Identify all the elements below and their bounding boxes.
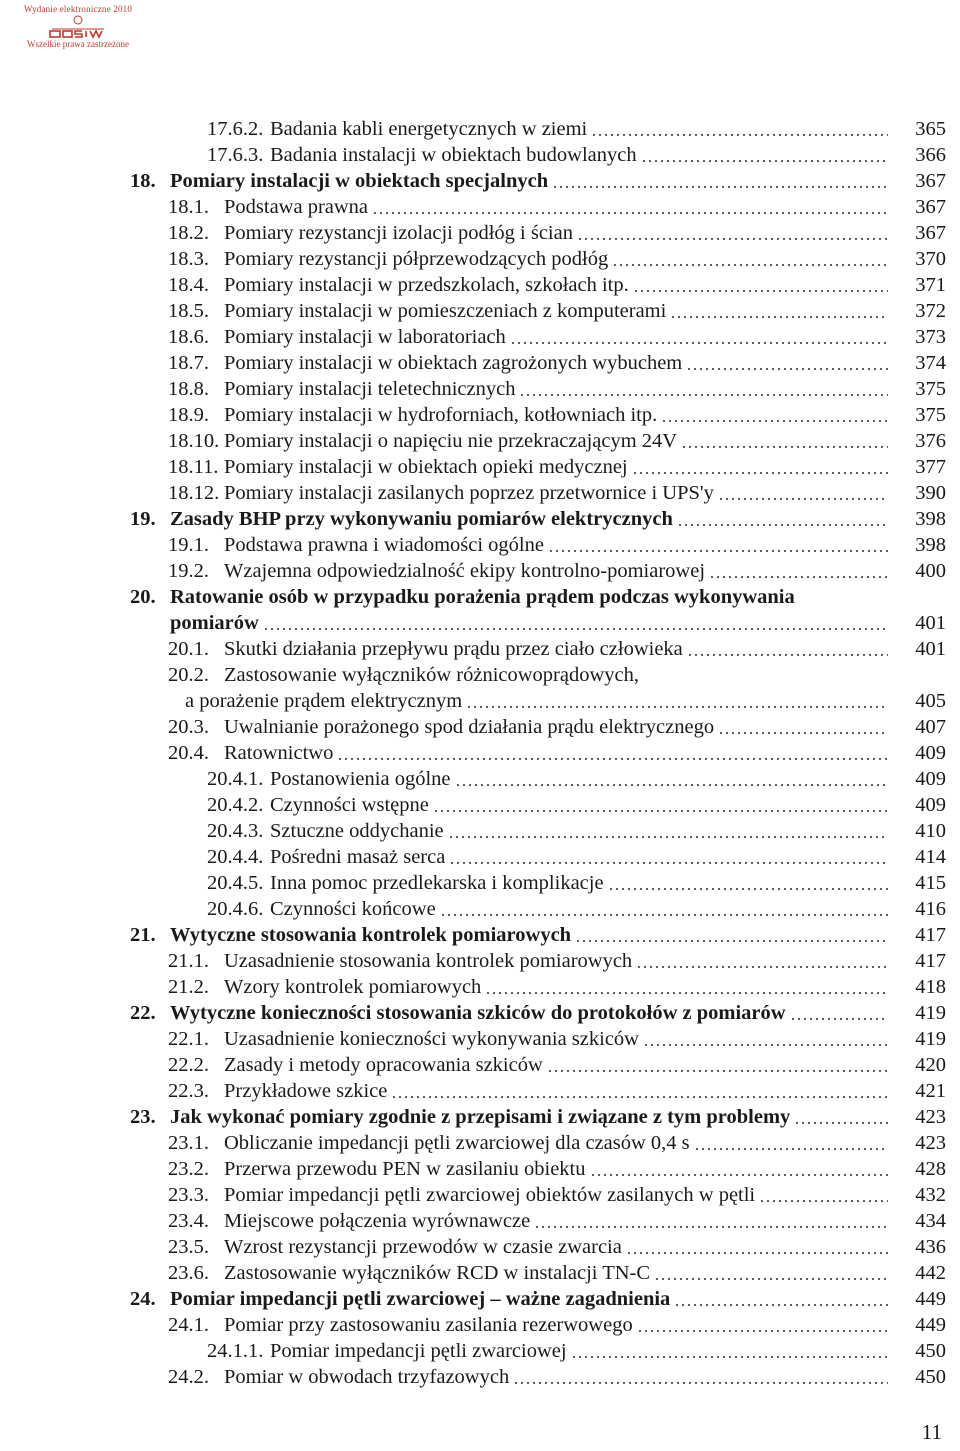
toc-entry-page: 409 [915,768,946,790]
toc-leader-dots [448,818,888,844]
toc-leader-dots [674,1286,888,1312]
toc-entry-number: 20.1. [168,638,209,660]
toc-entry-page: 400 [915,560,946,582]
toc-entry [0,1104,960,1130]
toc-entry-title: Pomiar w obwodach trzyfazowych [224,1366,510,1388]
toc-entry-title: Miejscowe połączenia wyrównawcze [224,1210,531,1232]
toc-entry-number: 20.4.3. [207,820,264,842]
toc-entry-page: 415 [915,872,946,894]
toc-leader-dots [591,116,888,142]
publisher-logo-graphic [38,15,118,39]
toc-entry [0,272,960,298]
toc-entry-label [207,818,444,844]
toc-entry-number: 22.2. [168,1054,209,1076]
toc-entry-title: Pomiary instalacji zasilanych poprzez przetwornice i UPS'y [224,482,714,504]
toc-leader-dots [466,688,888,714]
toc-entry-label [168,220,573,246]
toc-entry-title: Przerwa przewodu PEN w zasilaniu obiektu [224,1158,586,1180]
toc-entry [0,1000,960,1026]
toc-entry-number: 21. [130,924,156,946]
toc-entry-number: 18.2. [168,222,209,244]
toc-entry [0,454,960,480]
toc-entry [0,974,960,1000]
toc-leader-dots [577,220,888,246]
toc-entry-label [168,402,657,428]
toc-entry-number: 20.4.1. [207,768,264,790]
toc-entry-page: 419 [915,1028,946,1050]
toc-entry-number: 18.11. [168,456,219,478]
toc-entry-page: 398 [915,508,946,530]
toc-entry-title: Pomiary instalacji w przedszkolach, szkołach itp. [224,274,629,296]
toc-entry-number: 18.10. [168,430,220,452]
toc-entry [0,506,960,532]
toc-entry-page: 366 [915,144,946,166]
toc-entry-title: Uzasadnienie konieczności wykonywania szkiców [224,1028,639,1050]
toc-entry-title: Ratownictwo [224,742,334,764]
toc-entry-number: 20.4.5. [207,872,264,894]
toc-entry [0,740,960,766]
toc-entry-label [168,350,682,376]
toc-entry-number: 23. [130,1106,156,1128]
toc-entry-page: 417 [915,950,946,972]
toc-entry-number: 21.2. [168,976,209,998]
toc-entry-page: 432 [915,1184,946,1206]
toc-entry-label [168,1312,633,1338]
toc-entry-number: 18.12. [168,482,220,504]
toc-entry [0,610,960,636]
toc-entry-page: 367 [915,196,946,218]
toc-entry [0,1026,960,1052]
toc-entry-page: 367 [915,170,946,192]
toc-leader-dots [608,870,888,896]
toc-entry [0,714,960,740]
toc-entry-label [168,740,333,766]
toc-entry-page: 377 [915,456,946,478]
toc-entry-title: Czynności wstępne [270,794,429,816]
toc-entry-label [168,1234,622,1260]
toc-entry-label [207,870,604,896]
toc-entry-label [207,792,429,818]
toc-entry-label [168,662,639,688]
toc-entry-title: Jak wykonać pomiary zgodnie z przepisami i związane z tym problemy [170,1106,791,1128]
toc-entry-number: 22.1. [168,1028,209,1050]
toc-entry-title: Pomiar impedancji pętli zwarciowej – ważne zagadnienia [170,1288,671,1310]
toc-entry-title: Badania kabli energetycznych w ziemi [270,118,588,140]
toc-entry-title: Podstawa prawna i wiadomości ogólne [224,534,544,556]
toc-entry-page: 418 [915,976,946,998]
toc-entry-label [130,1104,790,1130]
toc-entry-label [168,480,714,506]
toc-entry [0,324,960,350]
toc-entry-number: 21.1. [168,950,209,972]
toc-leader-dots [654,1260,888,1286]
toc-entry [0,896,960,922]
toc-entry-page: 373 [915,326,946,348]
toc-entry-page: 375 [915,378,946,400]
toc-entry-title: Pomiar impedancji pętli zwarciowej [270,1340,567,1362]
toc-entry-page: 410 [915,820,946,842]
toc-entry-title: Pomiary instalacji w obiektach zagrożonych wybuchem [224,352,683,374]
toc-entry-title: Pomiary rezystancji półprzewodzących podłóg [224,248,609,270]
toc-entry-title: Pomiary instalacji w pomieszczeniach z komputerami [224,300,667,322]
toc-leader-dots [612,246,888,272]
toc-leader-dots [263,610,888,636]
toc-leader-dots [547,1052,888,1078]
toc-entry [0,428,960,454]
toc-entry-page: 419 [915,1002,946,1024]
toc-leader-dots [794,1104,888,1130]
toc-entry-number: 19.2. [168,560,209,582]
toc-entry-title: Zasady BHP przy wykonywaniu pomiarów elektrycznych [170,508,673,530]
toc-entry-title: Sztuczne oddychanie [270,820,444,842]
toc-entry-page: 421 [915,1080,946,1102]
toc-leader-dots [718,480,888,506]
toc-entry [0,402,960,428]
toc-entry-number: 18. [130,170,156,192]
toc-entry [0,844,960,870]
toc-leader-dots [709,558,888,584]
toc-entry [0,350,960,376]
toc-entry-title: Wzajemna odpowiedzialność ekipy kontrolno-pomiarowej [224,560,706,582]
toc-leader-dots [641,142,888,168]
toc-entry [0,480,960,506]
page-number: 11 [921,1420,942,1444]
toc-leader-dots [372,194,888,220]
toc-entry-label [130,922,571,948]
toc-entry-title: Wytyczne stosowania kontrolek pomiarowych [170,924,572,946]
toc-entry-title: Pomiary instalacji w hydroforniach, kotłowniach itp. [224,404,658,426]
toc-entry-label [168,1052,543,1078]
toc-entry [0,1078,960,1104]
toc-entry [0,662,960,688]
toc-entry-page: 428 [915,1158,946,1180]
toc-entry-label [168,1260,650,1286]
toc-entry [0,922,960,948]
toc-entry [0,1364,960,1390]
toc-leader-dots [571,1338,888,1364]
toc-entry-label [168,1078,387,1104]
toc-entry-page: 374 [915,352,946,374]
toc-entry-number: 23.4. [168,1210,209,1232]
toc-entry-label [207,844,445,870]
toc-entry-title: Czynności końcowe [270,898,436,920]
toc-leader-dots [534,1208,888,1234]
publisher-watermark [8,4,148,49]
toc-entry-label [130,1000,786,1026]
toc-entry-number: 18.3. [168,248,209,270]
toc-entry-page: 390 [915,482,946,504]
toc-entry-page: 417 [915,924,946,946]
toc-leader-dots [485,974,888,1000]
toc-entry-title: Ratowanie osób w przypadku porażenia prądem podczas wykonywania [170,586,795,608]
toc-leader-dots [440,896,888,922]
toc-entry-title: Postanowienia ogólne [270,768,451,790]
toc-entry-title: Zastosowanie wyłączników RCD w instalacji TN-C [224,1262,651,1284]
toc-entry-page: 450 [915,1340,946,1362]
toc-entry-title: Pomiary instalacji w laboratoriach [224,326,506,348]
toc-entry-label [130,168,548,194]
toc-entry-page: 420 [915,1054,946,1076]
toc-entry-title: Pomiary instalacji o napięciu nie przekraczającym 24V [224,430,678,452]
toc-entry-label [130,1286,670,1312]
toc-leader-dots [626,1234,888,1260]
toc-entry-title: Zasady i metody opracowania szkiców [224,1054,543,1076]
toc-entry-title: Podstawa prawna [224,196,369,218]
toc-leader-dots [694,1130,888,1156]
toc-leader-dots [449,844,888,870]
toc-entry-page: 423 [915,1106,946,1128]
toc-entry-page: 409 [915,742,946,764]
toc-leader-dots [633,272,888,298]
toc-entry-title: Wytyczne konieczności stosowania szkiców do protokołów z pomiarów [170,1002,786,1024]
toc-entry-title: Badania instalacji w obiektach budowlanych [270,144,637,166]
toc-entry [0,116,960,142]
toc-entry-title: Wzory kontrolek pomiarowych [224,976,482,998]
toc-entry [0,688,960,714]
toc-entry-page: 367 [915,222,946,244]
toc-entry-title: Pomiary instalacji w obiektach opieki medycznej [224,456,628,478]
toc-entry-title: a porażenie prądem elektrycznym [185,690,463,712]
toc-entry [0,532,960,558]
toc-entry [0,298,960,324]
toc-entry-number: 18.8. [168,378,209,400]
toc-entry [0,142,960,168]
toc-entry-page: 370 [915,248,946,270]
toc-entry-label [185,688,462,714]
toc-entry-label [168,1026,639,1052]
toc-entry-page: 371 [915,274,946,296]
toc-entry-label [207,142,637,168]
toc-entry-number: 20.4.2. [207,794,264,816]
toc-entry [0,818,960,844]
toc-entry-label [168,532,544,558]
toc-entry-label [168,1156,586,1182]
toc-leader-dots [636,948,888,974]
toc-entry-title: Pomiary rezystancji izolacji podłóg i ścian [224,222,573,244]
toc-entry-label [168,1208,530,1234]
toc-entry-label [207,1338,567,1364]
toc-leader-dots [759,1182,888,1208]
toc-entry [0,1234,960,1260]
toc-entry [0,1208,960,1234]
toc-entry-number: 23.3. [168,1184,209,1206]
toc-entry-number: 20. [130,586,156,608]
toc-entry-label [168,1364,509,1390]
toc-leader-dots [391,1078,888,1104]
toc-entry [0,1338,960,1364]
toc-entry-label [168,376,515,402]
toc-entry [0,376,960,402]
toc-entry-page: 405 [915,690,946,712]
toc-entry-label [168,636,683,662]
toc-entry [0,1182,960,1208]
toc-entry [0,948,960,974]
toc-entry-label [168,454,628,480]
toc-entry [0,792,960,818]
toc-entry-title: Pomiary instalacji teletechnicznych [224,378,516,400]
toc-entry-label [168,194,368,220]
toc-entry-title: Obliczanie impedancji pętli zwarciowej dla czasów 0,4 s [224,1132,690,1154]
toc-entry-label [168,324,506,350]
toc-entry-label [168,246,608,272]
toc-entry-page: 398 [915,534,946,556]
toc-leader-dots [513,1364,888,1390]
toc-entry-number: 20.2. [168,664,209,686]
toc-entry-number: 23.6. [168,1262,209,1284]
toc-entry-number: 19.1. [168,534,209,556]
toc-entry-title: Pośredni masaż serca [270,846,446,868]
toc-entry-title: Uwalnianie porażonego spod działania prądu elektrycznego [224,716,715,738]
toc-entry-number: 18.5. [168,300,209,322]
toc-entry-label [168,298,666,324]
toc-entry-number: 20.4. [168,742,209,764]
toc-entry [0,194,960,220]
toc-entry-label [168,558,705,584]
publisher-logo [8,15,148,39]
toc-entry-page: 401 [915,638,946,660]
toc-entry-label [168,974,481,1000]
toc-entry-page: 442 [915,1262,946,1284]
toc-entry-number: 23.5. [168,1236,209,1258]
toc-entry-page: 372 [915,300,946,322]
toc-entry-page: 423 [915,1132,946,1154]
toc-entry-number: 22. [130,1002,156,1024]
table-of-contents [0,116,960,1390]
toc-entry-number: 18.4. [168,274,209,296]
toc-entry-page: 416 [915,898,946,920]
toc-entry-page: 449 [915,1314,946,1336]
toc-entry-label [168,1130,690,1156]
toc-entry-title: Inna pomoc przedlekarska i komplikacje [270,872,604,894]
toc-entry [0,1312,960,1338]
toc-entry-title: Pomiary instalacji w obiektach specjalnych [170,170,549,192]
toc-entry [0,870,960,896]
toc-entry-title: Uzasadnienie stosowania kontrolek pomiarowych [224,950,633,972]
toc-entry-label [168,948,632,974]
toc-entry-label [207,766,451,792]
toc-entry-page: 409 [915,794,946,816]
watermark-bottom-text: Wszelkie prawa zastrzeżone [27,39,129,49]
toc-entry-number: 23.2. [168,1158,209,1180]
toc-leader-dots [632,454,888,480]
toc-entry-title: Pomiar impedancji pętli zwarciowej obiektów zasilanych w pętli [224,1184,756,1206]
toc-entry-number: 18.9. [168,404,209,426]
toc-entry-label [170,610,259,636]
toc-leader-dots [590,1156,888,1182]
toc-leader-dots [548,532,888,558]
toc-leader-dots [687,636,888,662]
toc-entry-page: 376 [915,430,946,452]
toc-entry-label [130,584,795,610]
toc-entry-label [168,428,677,454]
toc-entry-number: 19. [130,508,156,530]
toc-leader-dots [637,1312,888,1338]
toc-entry-label [168,272,629,298]
toc-entry-number: 20.3. [168,716,209,738]
toc-entry [0,584,960,610]
toc-entry-page: 434 [915,1210,946,1232]
toc-leader-dots [643,1026,888,1052]
toc-leader-dots [718,714,888,740]
toc-entry-page: 414 [915,846,946,868]
toc-entry-title: Pomiar przy zastosowaniu zasilania rezerwowego [224,1314,633,1336]
toc-entry [0,766,960,792]
toc-entry-title: pomiarów [170,612,259,634]
toc-entry-title: Zastosowanie wyłączników różnicowoprądowych, [224,664,639,686]
toc-entry-number: 17.6.2. [207,118,264,140]
toc-entry [0,1052,960,1078]
toc-leader-dots [661,402,888,428]
toc-entry-number: 18.1. [168,196,209,218]
toc-entry-number: 20.4.6. [207,898,264,920]
toc-entry [0,558,960,584]
toc-entry-page: 449 [915,1288,946,1310]
toc-leader-dots [790,1000,888,1026]
toc-entry-page: 407 [915,716,946,738]
toc-entry-title: Skutki działania przepływu prądu przez ciało człowieka [224,638,683,660]
toc-leader-dots [552,168,888,194]
toc-entry-title: Wzrost rezystancji przewodów w czasie zwarcia [224,1236,622,1258]
toc-entry-label [168,1182,755,1208]
toc-entry [0,1130,960,1156]
toc-entry [0,1286,960,1312]
toc-entry-page: 365 [915,118,946,140]
toc-entry [0,168,960,194]
toc-entry-number: 20.4.4. [207,846,264,868]
toc-entry-number: 18.6. [168,326,209,348]
toc-entry-title: Przykładowe szkice [224,1080,388,1102]
toc-entry-number: 23.1. [168,1132,209,1154]
toc-entry-page: 401 [915,612,946,634]
toc-entry-page: 436 [915,1236,946,1258]
toc-leader-dots [519,376,888,402]
toc-entry [0,220,960,246]
toc-entry-label [207,896,436,922]
toc-leader-dots [686,350,888,376]
toc-entry-number: 24.2. [168,1366,209,1388]
toc-entry-number: 24.1.1. [207,1340,264,1362]
toc-leader-dots [510,324,888,350]
toc-leader-dots [677,506,888,532]
toc-entry-page: 450 [915,1366,946,1388]
toc-entry [0,1260,960,1286]
toc-leader-dots [681,428,888,454]
toc-entry-label [168,714,714,740]
toc-entry-label [130,506,673,532]
toc-leader-dots [337,740,888,766]
toc-leader-dots [670,298,888,324]
toc-entry-number: 18.7. [168,352,209,374]
toc-entry-number: 17.6.3. [207,144,264,166]
toc-leader-dots [433,792,888,818]
toc-entry-page: 375 [915,404,946,426]
toc-entry-number: 24.1. [168,1314,209,1336]
toc-entry-label [207,116,587,142]
toc-leader-dots [575,922,888,948]
toc-leader-dots [455,766,888,792]
toc-entry-number: 24. [130,1288,156,1310]
toc-entry [0,1156,960,1182]
toc-entry [0,636,960,662]
toc-entry-number: 22.3. [168,1080,209,1102]
toc-entry [0,246,960,272]
watermark-top-text: Wydanie elektroniczne 2010 [23,4,133,14]
